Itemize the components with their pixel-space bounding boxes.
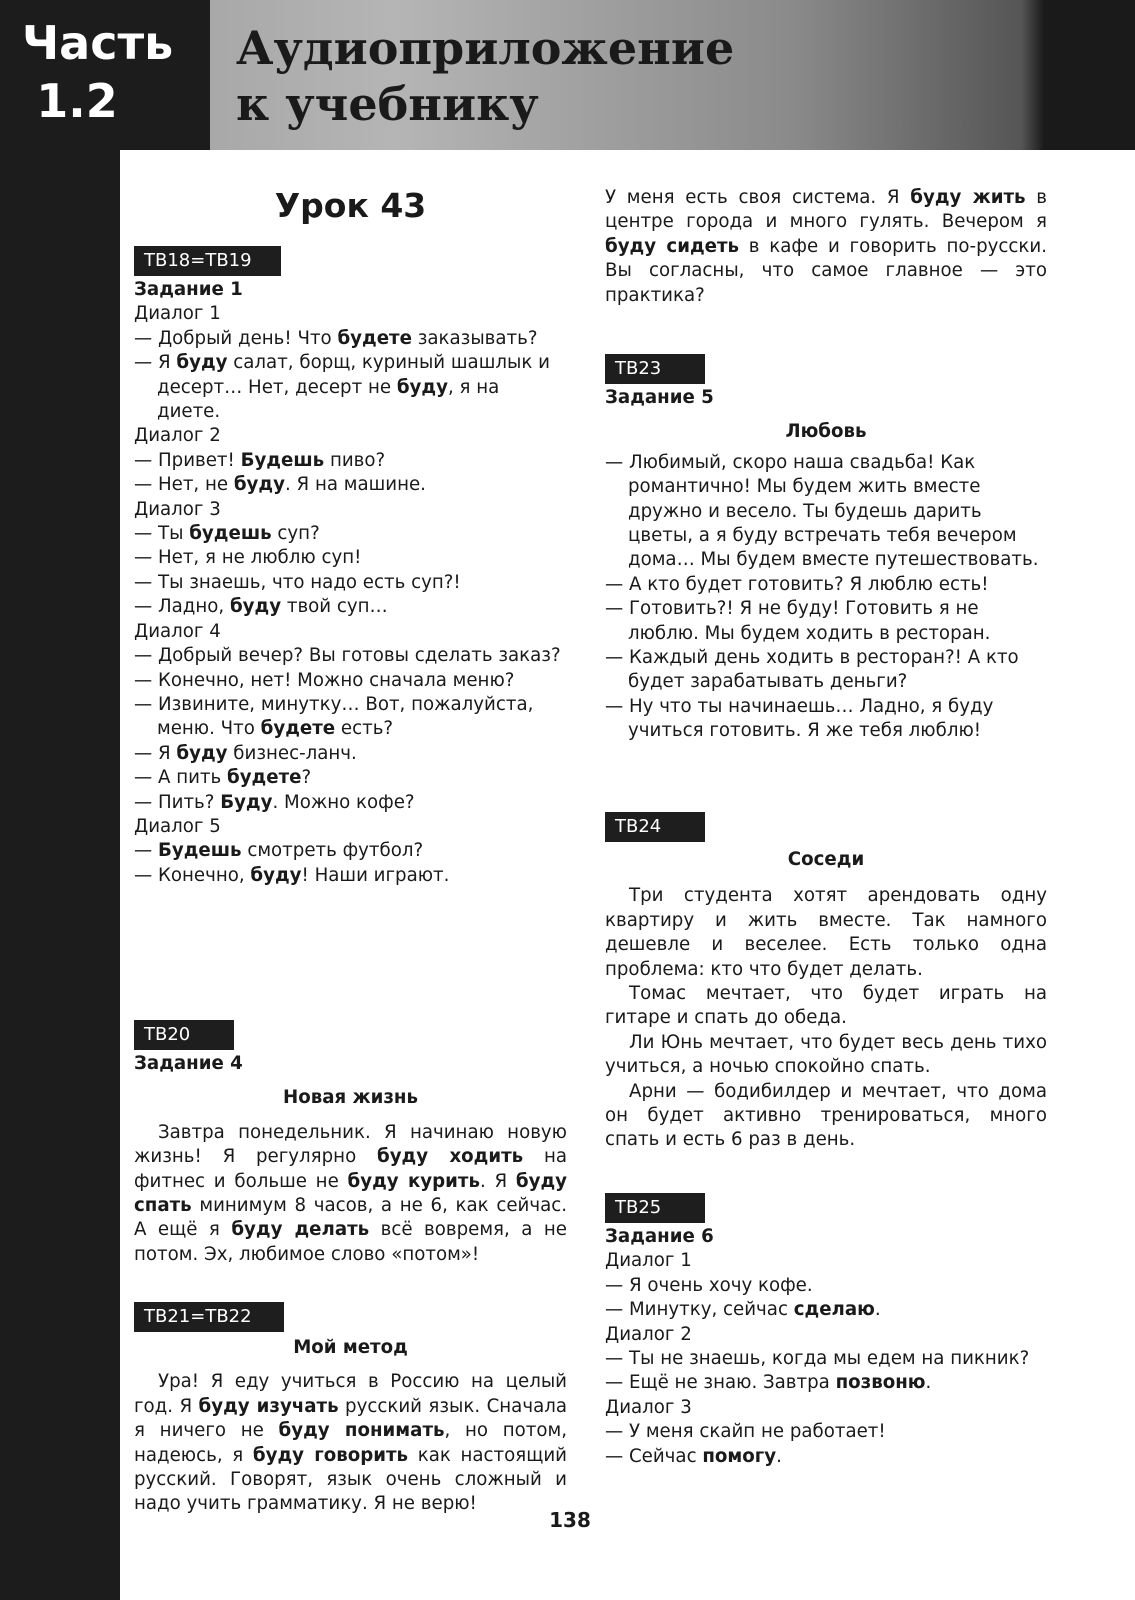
dialog-line: — Ну что ты начинаешь… Ладно, я буду учиться готовить. Я же тебя люблю!: [605, 695, 994, 742]
dialog-label: Диалог 2: [605, 1323, 692, 1345]
section-heading: Соседи: [787, 849, 865, 870]
dialog-label: Диалог 3: [605, 1396, 692, 1418]
part-label: [22, 14, 172, 130]
lesson-title: Урок 43: [274, 186, 427, 225]
track-tag: ТВ21=ТВ22: [134, 1302, 284, 1332]
part-number: 1.2: [36, 74, 118, 128]
dialog-line: — Конечно, нет! Можно сначала меню?: [134, 669, 515, 691]
task-label: Задание 5: [605, 387, 714, 408]
left-sidebar-bar: [0, 150, 120, 1600]
dialog-line: — Я очень хочу кофе.: [605, 1274, 813, 1296]
paragraph: Завтра понедельник. Я начинаю новую жизнь! Я регулярно буду ходить на фитнес и больше не буду курить. Я буду спать минимум 8 часов, а не 6, как сейчас. А ещё я буду делать всё вовремя, а не потом. Эх, любимое слово «потом»!: [134, 1121, 568, 1265]
title-line-2: к учебнику: [236, 77, 539, 131]
task-label: Задание 4: [134, 1053, 243, 1074]
dialog-label: Диалог 5: [134, 815, 221, 837]
dialog-line: — Привет! Будешь пиво?: [134, 449, 386, 471]
section-heading: Новая жизнь: [283, 1087, 418, 1109]
track-tag: ТВ25: [605, 1193, 705, 1223]
dialog-line: — Добрый день! Что будете заказывать?: [134, 327, 538, 349]
paragraph: Ура! Я еду учиться в Россию на целый год. Я буду изучать русский язык. Сначала я ничего не буду понимать, но потом, надеюсь, я буду говорить как настоящий русский. Говорят, язык очень сложный и надо учить грамматику. Я не верю!: [134, 1371, 567, 1515]
section-continuation: [605, 186, 1047, 308]
dialog-line: — Я буду салат, борщ, куриный шашлык и десерт… Нет, десерт не буду, я на диете.: [134, 352, 550, 423]
dialog-line: — А кто будет готовить? Я люблю есть!: [605, 573, 989, 595]
paragraph: Ли Юнь мечтает, что будет весь день тихо учиться, а ночью спокойно спать.: [605, 1031, 1047, 1078]
task-label: Задание 6: [605, 1226, 714, 1247]
dialog-line: — Нет, я не люблю суп!: [134, 547, 362, 569]
dialog-line: — Извините, минутку… Вот, пожалуйста, меню. Что будете есть?: [134, 693, 534, 740]
dialog-line: — Ты будешь суп?: [134, 523, 320, 545]
paragraph: Томас мечтает, что будет играть на гитаре и спать до обеда.: [605, 983, 1047, 1029]
dialog-line: — Ты знаешь, что надо есть суп?!: [134, 571, 461, 593]
part-word: Часть: [22, 16, 174, 70]
dialog-line: — Ты не знаешь, когда мы едем на пикник?: [605, 1348, 1030, 1370]
dialog-line: — У меня скайп не работает!: [605, 1421, 886, 1443]
section-heading: Любовь: [785, 421, 867, 443]
task-label: Задание 1: [134, 279, 243, 300]
page-header: [0, 0, 1135, 150]
dialog-label: Диалог 3: [134, 498, 221, 520]
dialog-line: — Ладно, буду твой суп…: [134, 596, 388, 618]
section-tb20: [134, 1020, 567, 1267]
paragraph: Арни — бодибилдер и мечтает, что дома он будет активно тренироваться, много спать и есть 6 раз в день.: [605, 1080, 1047, 1151]
dialog-label: Диалог 4: [134, 620, 221, 642]
page-title: [236, 20, 734, 132]
track-tag: ТВ24: [605, 812, 705, 842]
dialog-line: — Минутку, сейчас сделаю.: [605, 1299, 881, 1321]
dialog-line: — Каждый день ходить в ресторан?! А кто будет зарабатывать деньги?: [605, 647, 1019, 693]
section-tb24: [605, 812, 1047, 1153]
track-tag: ТВ20: [134, 1020, 234, 1050]
dialog-line: — Пить? Буду. Можно кофе?: [134, 791, 415, 813]
dialog-line: — Будешь смотреть футбол?: [134, 840, 424, 862]
title-line-1: Аудиоприложение: [236, 21, 735, 75]
dialog-label: Диалог 1: [605, 1250, 692, 1272]
dialog-line: — А пить будете?: [134, 767, 312, 789]
dialog-line: — Нет, не буду. Я на машине.: [134, 474, 426, 496]
dialog-line: — Я буду бизнес-ланч.: [134, 742, 357, 764]
section-tb23: [605, 354, 1047, 744]
section-tb18: [134, 246, 567, 888]
track-tag: ТВ18=ТВ19: [134, 246, 281, 276]
dialog-label: Диалог 1: [134, 303, 221, 325]
dialog-line: — Любимый, скоро наша свадьба! Как романтично! Мы будем жить вместе дружно и весело. Ты будешь дарить цветы, а я буду встречать тебя вечером дома… Мы будем вместе путешествовать.: [605, 451, 1039, 571]
section-tb25: [605, 1193, 1047, 1469]
paragraph: У меня есть своя система. Я буду жить в центре города и много гулять. Вечером я буду сидеть в кафе и говорить по-русски. Вы согласны, что самое главное — это практика?: [605, 187, 1048, 306]
dialog-line: — Готовить?! Я не буду! Готовить я не люблю. Мы будем ходить в ресторан.: [605, 598, 991, 644]
dialog-line: — Добрый вечер? Вы готовы сделать заказ?: [134, 645, 561, 667]
dialog-line: — Ещё не знаю. Завтра позвоню.: [605, 1372, 932, 1394]
dialog-line: — Конечно, буду! Наши играют.: [134, 864, 450, 886]
section-tb21: [134, 1302, 567, 1517]
page-number: 138: [549, 1508, 591, 1532]
track-tag: ТВ23: [605, 354, 705, 384]
dialog-label: Диалог 2: [134, 425, 221, 447]
section-heading: Мой метод: [293, 1337, 408, 1358]
paragraph: Три студента хотят арендовать одну квартиру и жить вместе. Так намного дешевле и веселее. Есть только одна проблема: кто что будет делать.: [605, 885, 1047, 980]
dialog-line: — Сейчас помогу.: [605, 1445, 782, 1467]
